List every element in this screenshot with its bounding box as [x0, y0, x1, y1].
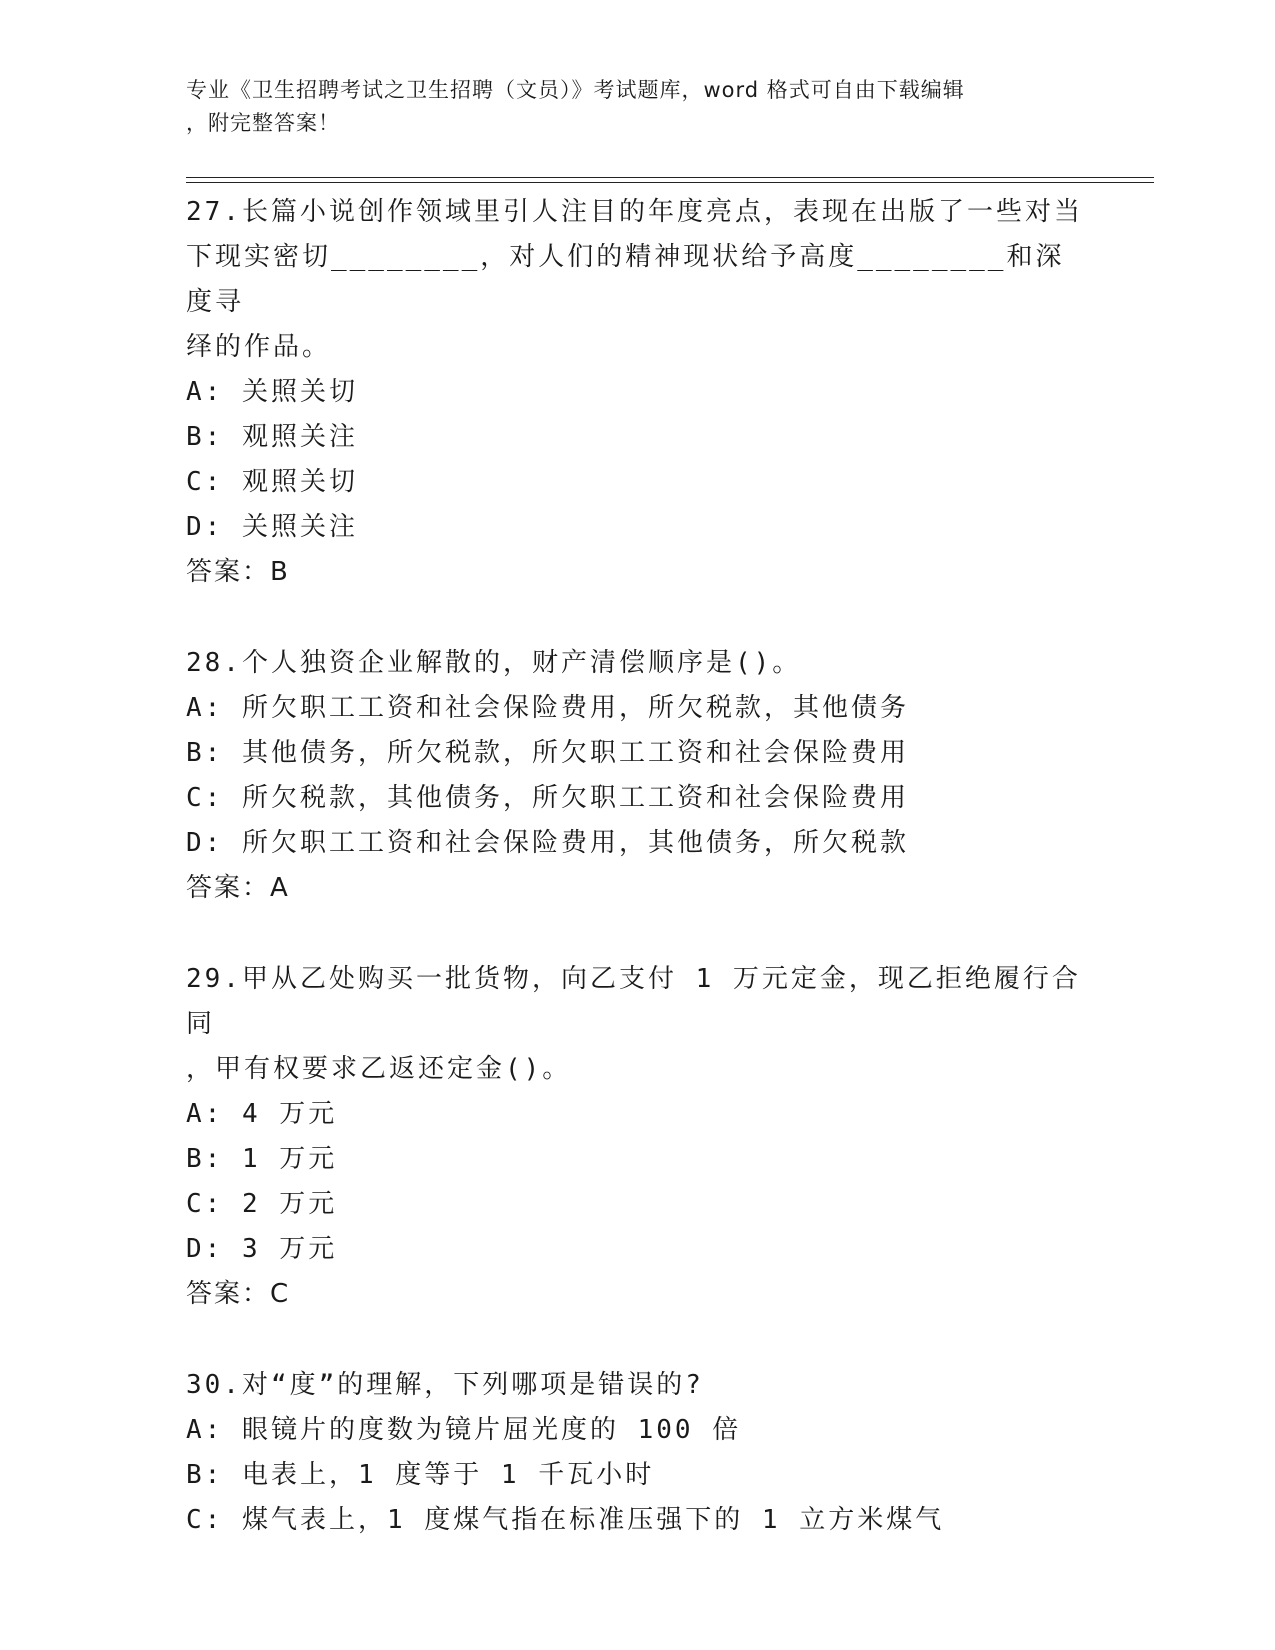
answer: 答案：B	[186, 557, 290, 587]
header-line-1: 专业《卫生招聘考试之卫生招聘（文员）》考试题库，word 格式可自由下载编辑	[186, 78, 965, 102]
question-29	[186, 957, 1086, 1317]
question-text-line: 绎的作品。	[186, 332, 332, 362]
question-text-line: 28.个人独资企业解散的，财产清偿顺序是()。	[186, 648, 802, 678]
question-30	[186, 1363, 1086, 1543]
question-text	[186, 1363, 1086, 1408]
option-c: C: 2 万元	[186, 1189, 338, 1219]
option-b: B: 1 万元	[186, 1144, 338, 1174]
question-text-line: 27.长篇小说创作领域里引人注目的年度亮点，表现在出版了一些对当	[186, 197, 1083, 227]
option-a: A: 4 万元	[186, 1099, 338, 1129]
header-rule-bottom	[186, 182, 1154, 183]
question-text	[186, 957, 1086, 1092]
answer: 答案：A	[186, 873, 290, 903]
option-b: B: 其他债务，所欠税款，所欠职工工资和社会保险费用	[186, 738, 909, 768]
option-c: C: 观照关切	[186, 467, 358, 497]
answer: 答案：C	[186, 1279, 291, 1309]
option-b: B: 电表上，1 度等于 1 千瓦小时	[186, 1460, 655, 1490]
question-text-line: 下现实密切________，对人们的精神现状给予高度________和深度寻	[186, 242, 1065, 317]
question-list	[186, 190, 1086, 1589]
option-d: D: 关照关注	[186, 512, 358, 542]
question-text	[186, 641, 1086, 686]
option-d: D: 所欠职工工资和社会保险费用，其他债务，所欠税款	[186, 828, 909, 858]
question-text-line: ，甲有权要求乙返还定金()。	[186, 1054, 572, 1084]
document-header	[186, 74, 1066, 140]
question-text	[186, 190, 1086, 370]
header-line-2: ，附完整答案！	[186, 111, 340, 135]
option-d: D: 3 万元	[186, 1234, 338, 1264]
question-text-line: 30.对“度”的理解，下列哪项是错误的?	[186, 1370, 704, 1400]
option-b: B: 观照关注	[186, 422, 358, 452]
question-text-line: 29.甲从乙处购买一批货物，向乙支付 1 万元定金，现乙拒绝履行合同	[186, 964, 1081, 1039]
option-a: A: 关照关切	[186, 377, 358, 407]
option-a: A: 眼镜片的度数为镜片屈光度的 100 倍	[186, 1415, 742, 1445]
option-a: A: 所欠职工工资和社会保险费用，所欠税款，其他债务	[186, 693, 909, 723]
option-c: C: 煤气表上，1 度煤气指在标准压强下的 1 立方米煤气	[186, 1505, 945, 1535]
header-rule-top	[186, 177, 1154, 178]
option-c: C: 所欠税款，其他债务，所欠职工工资和社会保险费用	[186, 783, 909, 813]
question-28	[186, 641, 1086, 911]
question-27	[186, 190, 1086, 595]
